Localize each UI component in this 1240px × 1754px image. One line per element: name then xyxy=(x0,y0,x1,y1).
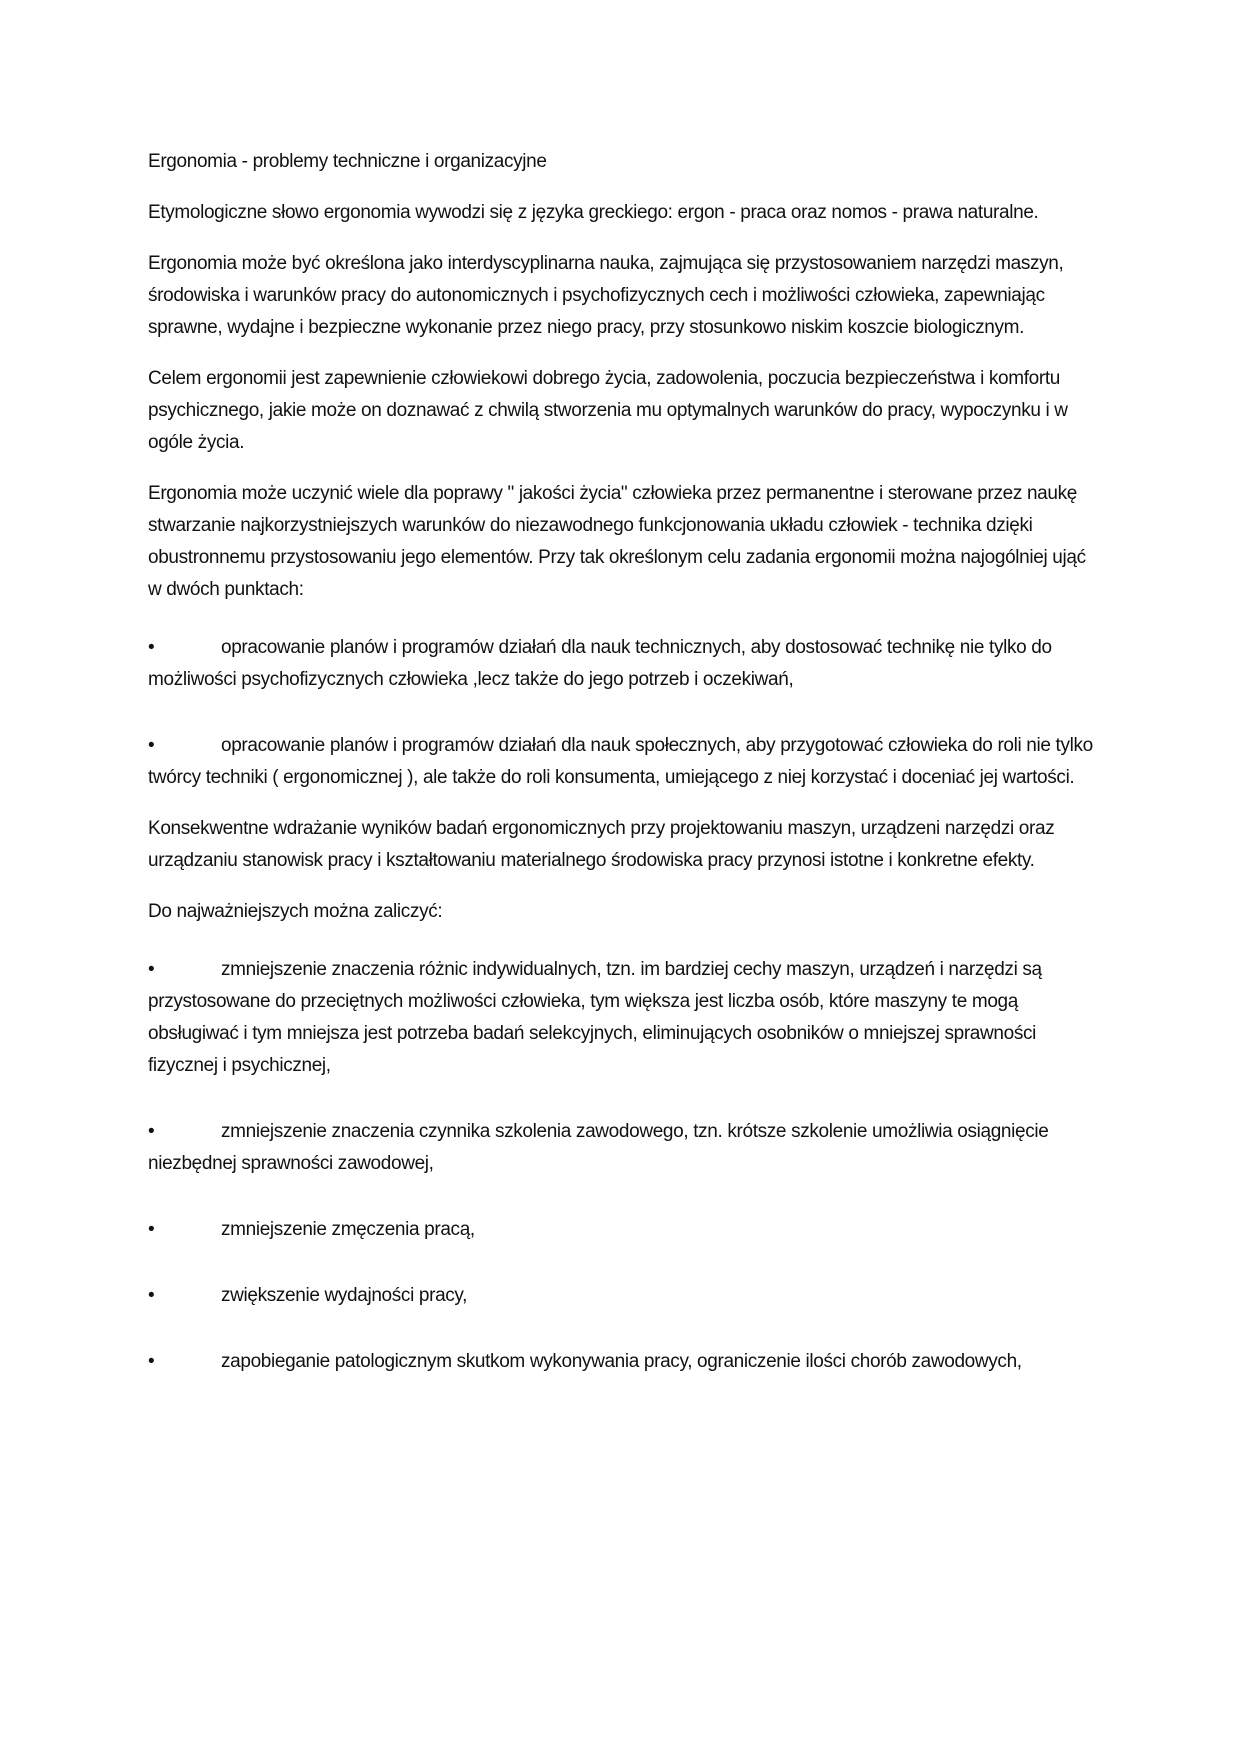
paragraph-most-important: Do najważniejszych można zaliczyć: xyxy=(148,901,443,922)
bullet-item xyxy=(148,730,1093,794)
paragraph-quality-of-life: Ergonomia może uczynić wiele dla poprawy " jakości życia" człowieka przez permanentne i sterowane przez naukę stwarzanie najkorzystniejszych warunków do niezawodnego funkcjonowania układu człowiek - technika dzięki obustronnemu przystosowaniu jego elementów. Przy tak określonym celu zadania ergonomii można najogólniej ująć w dwóch punktach: xyxy=(148,483,1086,600)
paragraph-etymology: Etymologiczne słowo ergonomia wywodzi się z języka greckiego: ergon - praca oraz nomos - prawa naturalne. xyxy=(148,202,1039,223)
document-title: Ergonomia - problemy techniczne i organizacyjne xyxy=(148,151,547,172)
paragraph-definition: Ergonomia może być określona jako interdyscyplinarna nauka, zajmująca się przystosowaniem narzędzi maszyn, środowiska i warunków pracy do autonomicznych i psychofizycznych cech i możliwości człowieka, zapewniając sprawne, wydajne i bezpieczne wykonanie przez niego pracy, przy stosunkowo niskim koszcie biologicznym. xyxy=(148,253,1064,338)
bullet-icon: • xyxy=(148,1219,155,1240)
bullet-text: zapobieganie patologicznym skutkom wykonywania pracy, ograniczenie ilości chorób zawodowych, xyxy=(221,1351,1022,1372)
bullet-icon: • xyxy=(148,959,155,980)
bullet-text: opracowanie planów i programów działań dla nauk technicznych, aby dostosować technikę nie tylko do możliwości psychofizycznych człowieka ,lecz także do jego potrzeb i oczekiwań, xyxy=(148,637,1052,690)
bullet-item xyxy=(148,954,1093,1082)
paragraph-effects: Konsekwentne wdrażanie wyników badań ergonomicznych przy projektowaniu maszyn, urządzeni narzędzi oraz urządzaniu stanowisk pracy i kształtowaniu materialnego środowiska pracy przynosi istotne i konkretne efekty. xyxy=(148,818,1055,871)
bullet-item xyxy=(148,1346,1093,1378)
bullet-text: zmniejszenie znaczenia różnic indywidualnych, tzn. im bardziej cechy maszyn, urządzeń i narzędzi są przystosowane do przeciętnych możliwości człowieka, tym większa jest liczba osób, które maszyny te mogą obsługiwać i tym mniejsza jest potrzeba badań selekcyjnych, eliminujących osobników o mniejszej sprawności fizycznej i psychicznej, xyxy=(148,959,1042,1076)
bullet-text: zmniejszenie zmęczenia pracą, xyxy=(221,1219,475,1240)
bullet-item xyxy=(148,1280,1093,1312)
bullet-icon: • xyxy=(148,637,155,658)
document-body xyxy=(148,146,1093,1412)
bullet-text: zmniejszenie znaczenia czynnika szkolenia zawodowego, tzn. krótsze szkolenie umożliwia osiągnięcie niezbędnej sprawności zawodowej, xyxy=(148,1121,1049,1174)
bullet-icon: • xyxy=(148,1285,155,1306)
bullet-item xyxy=(148,1116,1093,1180)
bullet-text: opracowanie planów i programów działań dla nauk społecznych, aby przygotować człowieka do roli nie tylko twórcy techniki ( ergonomicznej ), ale także do roli konsumenta, umiejącego z niej korzystać i doceniać jej wartości. xyxy=(148,735,1093,788)
bullet-icon: • xyxy=(148,1351,155,1372)
bullet-item xyxy=(148,1214,1093,1246)
bullet-icon: • xyxy=(148,1121,155,1142)
paragraph-goal: Celem ergonomii jest zapewnienie człowiekowi dobrego życia, zadowolenia, poczucia bezpieczeństwa i komfortu psychicznego, jakie może on doznawać z chwilą stworzenia mu optymalnych warunków do pracy, wypoczynku i w ogóle życia. xyxy=(148,368,1068,453)
bullet-icon: • xyxy=(148,735,155,756)
bullet-text: zwiększenie wydajności pracy, xyxy=(221,1285,468,1306)
bullet-item xyxy=(148,632,1093,696)
